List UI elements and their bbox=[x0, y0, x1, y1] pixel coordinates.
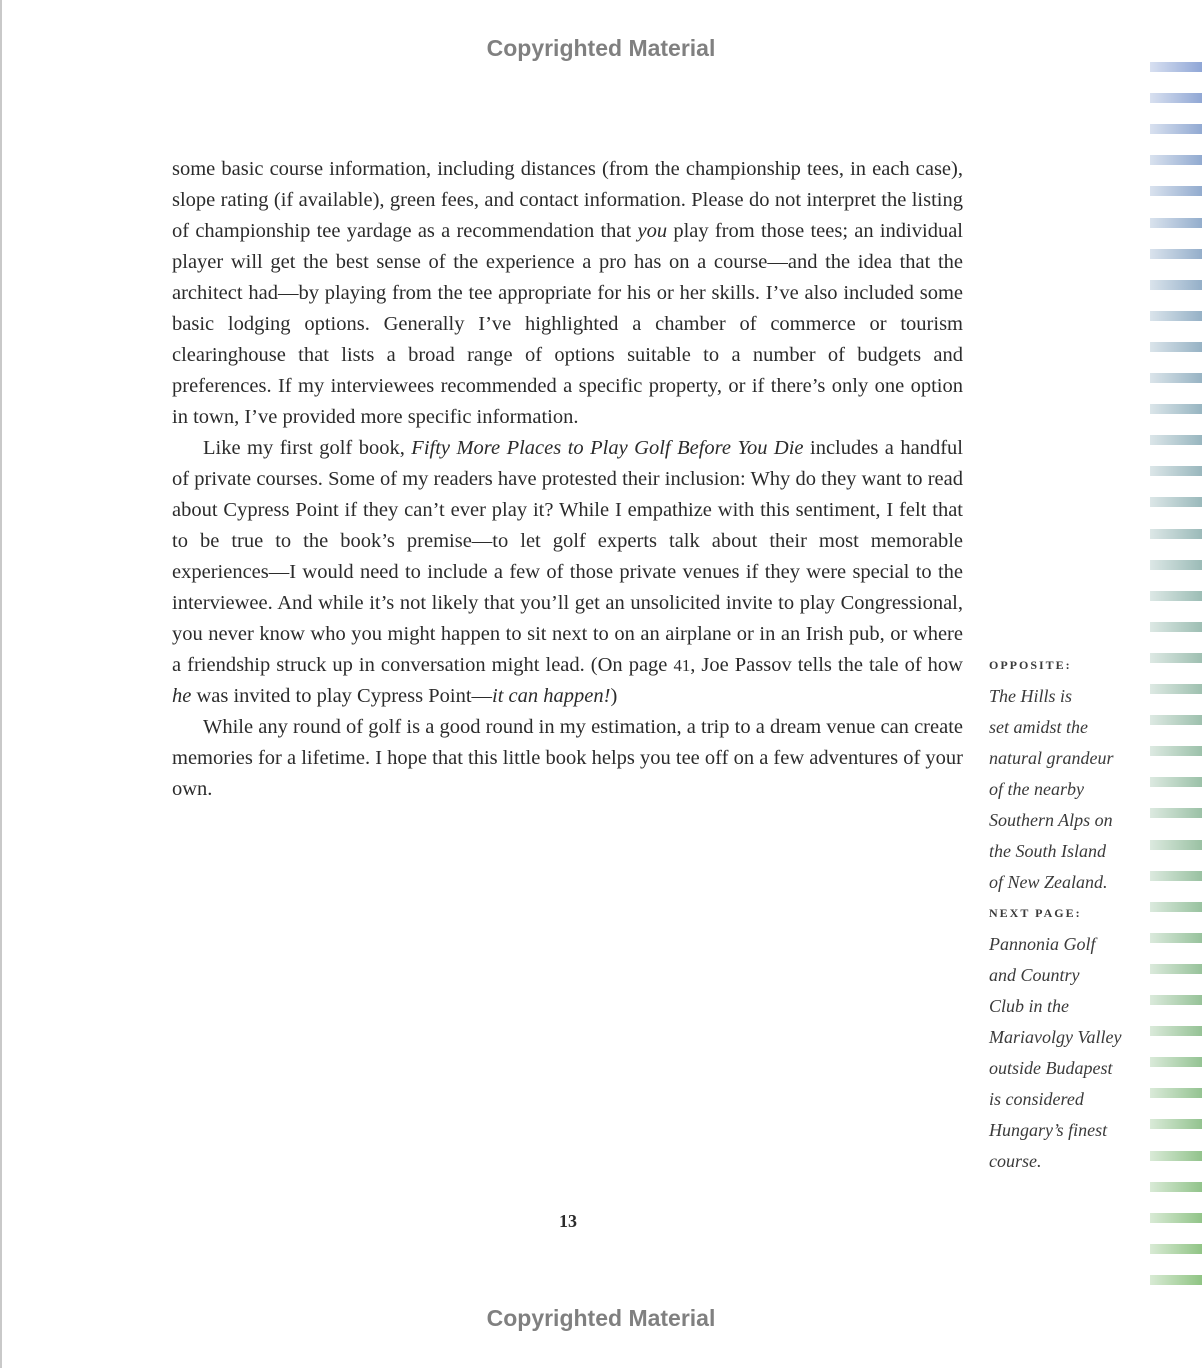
stripe bbox=[1150, 684, 1202, 694]
paragraph-3: While any round of golf is a good round in my estimation, a trip to a dream venue can create memories for a lifetime. I hope that this little book helps you tee off on a few adventures of your own. bbox=[172, 716, 963, 800]
stripe bbox=[1150, 653, 1202, 663]
paragraph-2-e: it can happen! bbox=[492, 685, 611, 707]
caption-opposite-label: OPPOSITE: bbox=[989, 658, 1072, 672]
stripe bbox=[1150, 777, 1202, 787]
paragraph-2-f: ) bbox=[610, 685, 618, 707]
paragraph-2-a: Like my first golf book, bbox=[203, 437, 412, 459]
caption-line: of the nearby bbox=[989, 779, 1084, 799]
page-number: 13 bbox=[559, 1211, 577, 1231]
paragraph-1-text: some basic course information, including distances (from the championship tees, in each case), slope rating (if available), green fees, and contact information. Please do not interpret the listing of championship tee yardage as a recommendation that bbox=[172, 158, 963, 242]
paragraph-2-c: , Joe Passov tells the tale of how bbox=[690, 654, 963, 676]
paragraph-1-emphasis: you bbox=[637, 220, 668, 242]
stripe bbox=[1150, 1275, 1202, 1285]
stripe bbox=[1150, 404, 1202, 414]
stripe bbox=[1150, 902, 1202, 912]
stripe bbox=[1150, 1088, 1202, 1098]
stripe bbox=[1150, 622, 1202, 632]
book-title: Fifty More Places to Play Golf Before You Die bbox=[411, 437, 804, 459]
stripe bbox=[1150, 93, 1202, 103]
stripe bbox=[1150, 560, 1202, 570]
body-text bbox=[172, 154, 963, 805]
stripe bbox=[1150, 249, 1202, 259]
paragraph-1 bbox=[172, 154, 963, 433]
stripe bbox=[1150, 497, 1202, 507]
stripe bbox=[1150, 933, 1202, 943]
stripe bbox=[1150, 1119, 1202, 1129]
stripe bbox=[1150, 715, 1202, 725]
watermark-top: Copyrighted Material bbox=[486, 35, 716, 61]
caption-next-label: NEXT PAGE: bbox=[989, 906, 1082, 920]
stripe bbox=[1150, 1057, 1202, 1067]
page-reference: 41 bbox=[673, 656, 691, 675]
stripe bbox=[1150, 995, 1202, 1005]
page-edge bbox=[0, 0, 2, 1368]
caption-line: the South Island bbox=[989, 841, 1106, 861]
stripe bbox=[1150, 466, 1202, 476]
stripe bbox=[1150, 871, 1202, 881]
decorative-stripe-band bbox=[1150, 62, 1202, 1312]
stripe bbox=[1150, 964, 1202, 974]
stripe bbox=[1150, 591, 1202, 601]
caption-line: of New Zealand. bbox=[989, 872, 1108, 892]
stripe bbox=[1150, 62, 1202, 72]
caption-line: Mariavolgy Valley bbox=[989, 1027, 1122, 1047]
stripe bbox=[1150, 280, 1202, 290]
caption-line: Pannonia Golf bbox=[989, 934, 1096, 954]
stripe bbox=[1150, 186, 1202, 196]
watermark-bottom: Copyrighted Material bbox=[486, 1305, 716, 1331]
stripe bbox=[1150, 529, 1202, 539]
caption-line: set amidst the bbox=[989, 717, 1088, 737]
stripe bbox=[1150, 840, 1202, 850]
caption-line: natural grandeur bbox=[989, 748, 1114, 768]
stripe bbox=[1150, 1244, 1202, 1254]
stripe bbox=[1150, 1182, 1202, 1192]
stripe bbox=[1150, 218, 1202, 228]
stripe bbox=[1150, 808, 1202, 818]
caption-line: Club in the bbox=[989, 996, 1069, 1016]
stripe bbox=[1150, 1213, 1202, 1223]
stripe bbox=[1150, 1026, 1202, 1036]
caption-line: Hungary’s finest bbox=[989, 1120, 1108, 1140]
paragraph-1-rest: play from those tees; an individual player will get the best sense of the experience a pro has on a course—and the idea that the architect had—by playing from the tee appropriate for his or her skills. I’ve also included some basic lodging options. Generally I’ve highlighted a chamber of commerce or tourism clearinghouse that lists a broad range of options suitable to a number of budgets and preferences. If my interviewees recommended a specific property, or if there’s only one option in town, I’ve provided more specific information. bbox=[172, 220, 963, 428]
stripe bbox=[1150, 342, 1202, 352]
paragraph-2 bbox=[172, 433, 963, 712]
caption-line: course. bbox=[989, 1151, 1042, 1171]
stripe bbox=[1150, 311, 1202, 321]
paragraph-2-he: he bbox=[172, 685, 192, 707]
paragraph-2-d: was invited to play Cypress Point— bbox=[191, 685, 493, 707]
photo-caption bbox=[989, 650, 1139, 1177]
caption-line: and Country bbox=[989, 965, 1080, 985]
stripe bbox=[1150, 124, 1202, 134]
stripe bbox=[1150, 435, 1202, 445]
stripe bbox=[1150, 373, 1202, 383]
caption-line: outside Budapest bbox=[989, 1058, 1113, 1078]
stripe bbox=[1150, 746, 1202, 756]
caption-line: Southern Alps on bbox=[989, 810, 1113, 830]
stripe bbox=[1150, 155, 1202, 165]
stripe bbox=[1150, 1151, 1202, 1161]
paragraph-2-b: includes a handful of private courses. Some of my readers have protested their inclusion: Why do they want to read about Cypress Point if they can’t ever play it? While I empathize with this sentiment, I felt that to be true to the book’s premise—to let golf experts talk about their most memorable experiences—I would need to include a few of those private venues if they were special to the interviewee. And while it’s not likely that you’ll get an unsolicited invite to play Congressional, you never know who you might happen to sit next to on an airplane or in an Irish pub, or where a friendship struck up in conversation might lead. (On page bbox=[172, 437, 963, 676]
caption-line: The Hills is bbox=[989, 686, 1073, 706]
caption-line: is considered bbox=[989, 1089, 1084, 1109]
